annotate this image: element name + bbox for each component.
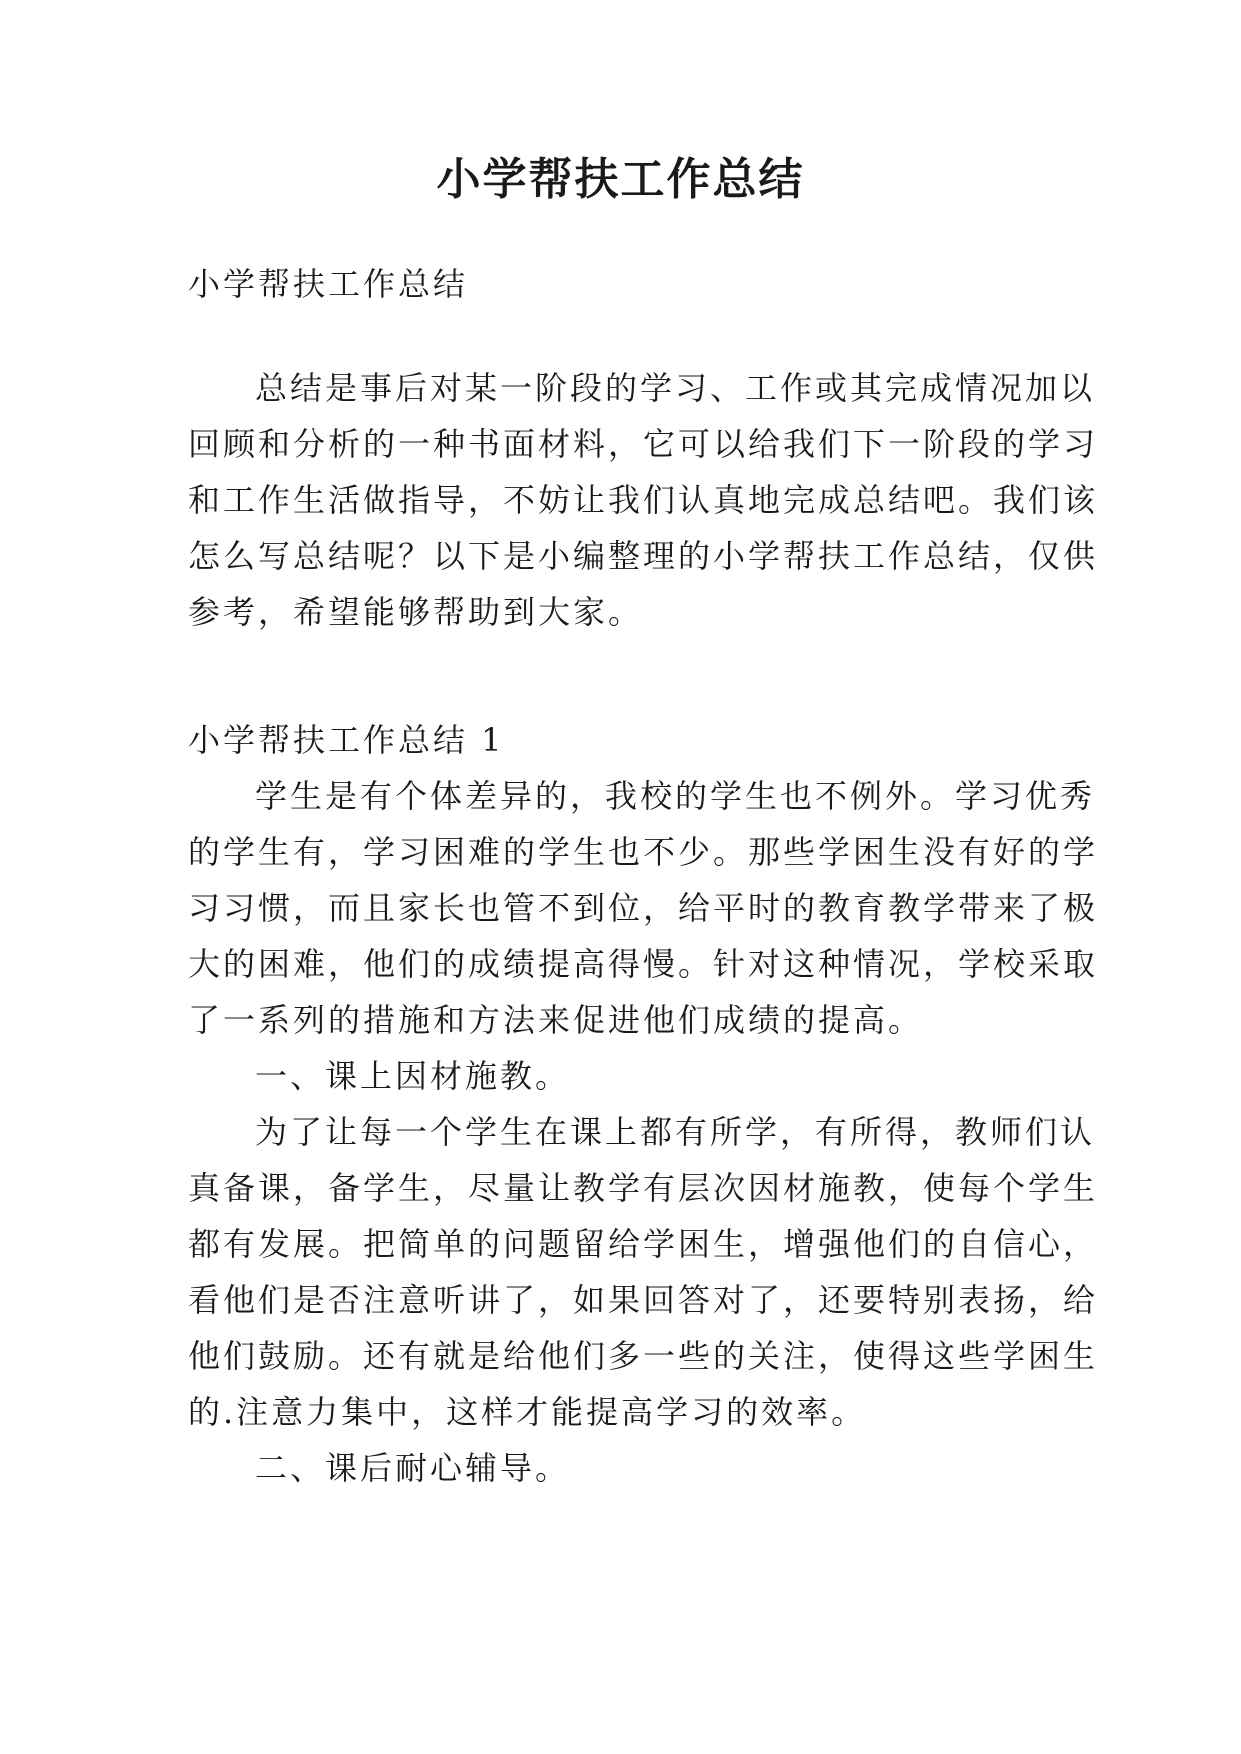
point-1-line-1: 为了让每一个学生在课上都有所学，有所得，教师们认 (255, 1113, 1096, 1151)
intro-line-2: 回顾和分析的一种书面材料，它可以给我们下一阶段的学习 (188, 425, 1099, 463)
intro-line-5: 参考，希望能够帮助到大家。 (188, 593, 644, 631)
point-1-line-6: 的.注意力集中，这样才能提高学习的效率。 (188, 1393, 867, 1431)
point-1-heading: 一、课上因材施教。 (255, 1057, 571, 1095)
section-1-line-1: 学生是有个体差异的，我校的学生也不例外。学习优秀 (255, 777, 1096, 815)
intro-line-3: 和工作生活做指导，不妨让我们认真地完成总结吧。我们该 (188, 481, 1099, 519)
document-title: 小学帮扶工作总结 (436, 154, 805, 205)
section-1-line-5: 了一系列的措施和方法来促进他们成绩的提高。 (188, 1001, 924, 1039)
section-1-heading: 小学帮扶工作总结 1 (188, 721, 505, 759)
point-1-line-3: 都有发展。把简单的问题留给学困生，增强他们的自信心， (188, 1225, 1099, 1263)
point-1-line-5: 他们鼓励。还有就是给他们多一些的关注，使得这些学困生 (188, 1337, 1099, 1375)
section-1-line-2: 的学生有，学习困难的学生也不少。那些学困生没有好的学 (188, 833, 1099, 871)
point-2-heading: 二、课后耐心辅导。 (255, 1449, 571, 1487)
section-1-line-3: 习习惯，而且家长也管不到位，给平时的教育教学带来了极 (188, 889, 1099, 927)
section-1-line-4: 大的困难，他们的成绩提高得慢。针对这种情况，学校采取 (188, 945, 1099, 983)
point-1-line-4: 看他们是否注意听讲了，如果回答对了，还要特别表扬，给 (188, 1281, 1099, 1319)
point-1-line-2: 真备课，备学生，尽量让教学有层次因材施教，使每个学生 (188, 1169, 1099, 1207)
intro-line-4: 怎么写总结呢？以下是小编整理的小学帮扶工作总结，仅供 (188, 537, 1099, 575)
intro-line-1: 总结是事后对某一阶段的学习、工作或其完成情况加以 (255, 369, 1096, 407)
document-subtitle: 小学帮扶工作总结 (188, 265, 469, 303)
